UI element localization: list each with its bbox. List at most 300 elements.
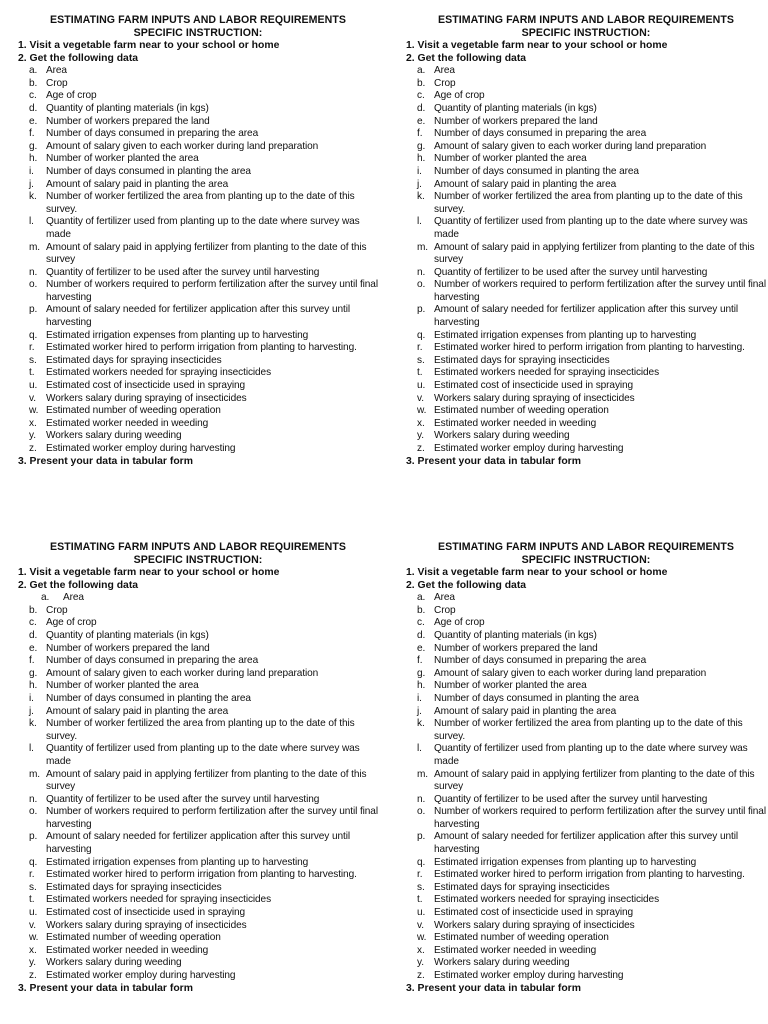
- item-marker: a.: [417, 592, 426, 604]
- data-item: [406, 643, 768, 656]
- item-text: Number of workers required to perform fertilization after the survey until final harvesting: [46, 806, 378, 830]
- item-text: Number of days consumed in planting the area: [46, 165, 251, 177]
- data-item: [18, 957, 386, 970]
- item-marker: z.: [417, 970, 425, 981]
- item-marker: k.: [29, 191, 37, 203]
- step-2: 2. Get the following data: [18, 579, 139, 591]
- data-item: [18, 342, 386, 355]
- data-item: [18, 617, 386, 630]
- item-text: Amount of salary paid in applying fertilizer from planting to the date of this survey: [434, 241, 755, 266]
- data-item: [406, 907, 768, 920]
- item-text: Workers salary during weeding: [434, 957, 570, 969]
- item-text: Estimated number of weeding operation: [434, 405, 609, 417]
- item-text: Estimated worker hired to perform irrigation from planting to harvesting.: [46, 869, 357, 881]
- item-text: Number of worker planted the area: [434, 153, 587, 165]
- item-text: Estimated cost of insecticide used in spraying: [434, 907, 634, 919]
- data-item: [18, 592, 386, 605]
- step-1: 1. Visit a vegetable farm near to your school or home: [406, 567, 668, 578]
- item-marker: v.: [29, 392, 36, 404]
- data-item: [18, 882, 386, 895]
- data-item: [406, 655, 768, 668]
- item-marker: x.: [29, 944, 37, 956]
- item-text: Amount of salary given to each worker during land preparation: [46, 140, 319, 152]
- item-text: Number of worker planted the area: [46, 680, 199, 692]
- item-text: Number of workers required to perform fertilization after the survey until final harvesting: [46, 279, 378, 303]
- sheet-title: ESTIMATING FARM INPUTS AND LABOR REQUIREMENTS: [438, 541, 734, 553]
- data-item: [406, 78, 768, 91]
- item-marker: f.: [29, 655, 35, 667]
- data-item: [18, 894, 386, 907]
- item-text: Number of worker fertilized the area from planting up to the date of this survey.: [46, 718, 355, 742]
- item-text: Estimated worker hired to perform irrigation from planting to harvesting.: [434, 869, 745, 881]
- item-marker: q.: [29, 329, 38, 341]
- data-item: [18, 655, 386, 668]
- item-text: Area: [46, 65, 67, 77]
- item-marker: m.: [29, 241, 41, 253]
- item-text: Estimated worker needed in weeding: [434, 417, 597, 429]
- item-text: Amount of salary paid in planting the area: [46, 178, 229, 190]
- item-marker: l.: [417, 216, 422, 228]
- item-text: Workers salary during spraying of insecticides: [434, 919, 635, 931]
- item-text: Crop: [46, 77, 68, 89]
- item-marker: c.: [29, 90, 37, 102]
- item-text: Amount of salary paid in planting the area: [46, 705, 229, 717]
- data-item: [406, 430, 768, 443]
- item-marker: t.: [417, 894, 423, 906]
- item-marker: y.: [417, 957, 424, 969]
- data-item: [18, 794, 386, 807]
- data-item: [406, 592, 768, 605]
- item-marker: g.: [417, 667, 426, 679]
- data-item: [406, 179, 768, 192]
- item-marker: q.: [417, 856, 426, 868]
- item-text: Estimated worker needed in weeding: [434, 944, 597, 956]
- item-text: Estimated workers needed for spraying insecticides: [46, 894, 272, 906]
- data-item: [18, 153, 386, 166]
- item-text: Quantity of fertilizer to be used after the survey until harvesting: [46, 793, 320, 805]
- item-text: Estimated worker employ during harvesting: [46, 970, 236, 981]
- data-item: [18, 743, 386, 768]
- item-marker: p.: [29, 304, 38, 316]
- item-marker: j.: [29, 705, 34, 717]
- item-marker: c.: [29, 617, 37, 629]
- data-item: [406, 605, 768, 618]
- item-marker: u.: [29, 380, 38, 392]
- item-marker: y.: [29, 957, 36, 969]
- item-marker: d.: [29, 629, 38, 641]
- item-text: Number of workers required to perform fertilization after the survey until final harvesting: [434, 806, 766, 830]
- data-item: [18, 718, 386, 743]
- data-item-list: [18, 65, 386, 455]
- item-marker: y.: [417, 430, 424, 442]
- item-marker: j.: [417, 705, 422, 717]
- item-text: Amount of salary paid in planting the area: [434, 705, 617, 717]
- item-text: Estimated cost of insecticide used in spraying: [434, 380, 634, 392]
- item-text: Workers salary during spraying of insecticides: [46, 919, 247, 931]
- item-text: Quantity of fertilizer used from planting up to the date where survey was made: [434, 216, 748, 240]
- data-item: [18, 831, 386, 856]
- item-marker: x.: [417, 417, 425, 429]
- item-text: Age of crop: [434, 90, 485, 102]
- data-item: [406, 191, 768, 216]
- item-marker: c.: [417, 90, 425, 102]
- item-text: Estimated worker hired to perform irrigation from planting to harvesting.: [434, 342, 745, 354]
- item-marker: t.: [417, 367, 423, 379]
- item-marker: b.: [417, 77, 426, 89]
- step-1: 1. Visit a vegetable farm near to your school or home: [18, 40, 280, 51]
- item-marker: s.: [29, 354, 37, 366]
- item-text: Quantity of fertilizer to be used after the survey until harvesting: [434, 266, 708, 278]
- item-text: Estimated number of weeding operation: [46, 932, 221, 944]
- data-item: [18, 945, 386, 958]
- instruction-sheet-bottom-right: [406, 541, 768, 995]
- data-item: [18, 769, 386, 794]
- item-marker: w.: [417, 932, 427, 944]
- item-text: Age of crop: [46, 617, 97, 629]
- item-text: Quantity of fertilizer used from planting up to the date where survey was made: [434, 743, 748, 767]
- item-marker: m.: [29, 768, 41, 780]
- item-marker: u.: [417, 907, 426, 919]
- item-text: Quantity of fertilizer to be used after the survey until harvesting: [434, 793, 708, 805]
- data-item: [406, 90, 768, 103]
- item-marker: s.: [29, 881, 37, 893]
- data-item: [406, 920, 768, 933]
- data-item: [406, 630, 768, 643]
- item-marker: v.: [29, 919, 36, 931]
- item-text: Number of worker fertilized the area from planting up to the date of this survey.: [434, 191, 743, 215]
- step-2: 2. Get the following data: [406, 52, 527, 64]
- sheet-subtitle: SPECIFIC INSTRUCTION:: [133, 554, 263, 566]
- data-item: [406, 706, 768, 719]
- item-text: Area: [434, 592, 455, 604]
- data-item: [18, 304, 386, 329]
- data-item: [18, 643, 386, 656]
- data-item-list: [406, 592, 768, 982]
- item-text: Area: [63, 592, 84, 604]
- data-item: [406, 857, 768, 870]
- item-text: Estimated worker employ during harvesting: [434, 443, 624, 454]
- item-text: Amount of salary needed for fertilizer application after this survey until harvesting: [46, 304, 350, 329]
- item-marker: s.: [417, 881, 425, 893]
- item-marker: i.: [29, 692, 34, 704]
- item-text: Estimated workers needed for spraying insecticides: [434, 894, 660, 906]
- item-text: Workers salary during weeding: [434, 430, 570, 442]
- item-text: Number of workers prepared the land: [434, 642, 598, 654]
- item-text: Estimated workers needed for spraying insecticides: [46, 367, 272, 379]
- item-marker: i.: [417, 165, 422, 177]
- item-marker: v.: [417, 392, 424, 404]
- item-marker: i.: [29, 165, 34, 177]
- item-marker: f.: [417, 655, 423, 667]
- item-marker: r.: [29, 869, 35, 881]
- step-3: 3. Present your data in tabular form: [18, 982, 193, 994]
- data-item: [18, 418, 386, 431]
- item-text: Age of crop: [434, 617, 485, 629]
- data-item: [18, 630, 386, 643]
- item-text: Estimated number of weeding operation: [434, 932, 609, 944]
- item-text: Quantity of fertilizer to be used after the survey until harvesting: [46, 266, 320, 278]
- item-text: Quantity of planting materials (in kgs): [46, 629, 209, 641]
- item-text: Number of workers prepared the land: [434, 115, 598, 127]
- data-item: [406, 405, 768, 418]
- item-text: Crop: [434, 77, 456, 89]
- item-marker: n.: [29, 266, 38, 278]
- item-text: Estimated irrigation expenses from planting up to harvesting: [434, 329, 697, 341]
- item-marker: e.: [29, 642, 38, 654]
- data-item: [18, 103, 386, 116]
- item-marker: w.: [29, 932, 39, 944]
- item-text: Estimated days for spraying insecticides: [46, 354, 222, 366]
- data-item: [406, 355, 768, 368]
- data-item: [18, 443, 386, 456]
- data-item: [18, 706, 386, 719]
- sheet-subtitle: SPECIFIC INSTRUCTION:: [133, 27, 263, 39]
- item-text: Amount of salary given to each worker during land preparation: [434, 140, 707, 152]
- data-item: [18, 330, 386, 343]
- data-item: [18, 166, 386, 179]
- item-text: Crop: [434, 604, 456, 616]
- sheet-title: ESTIMATING FARM INPUTS AND LABOR REQUIREMENTS: [50, 14, 346, 26]
- data-item: [18, 668, 386, 681]
- data-item: [18, 920, 386, 933]
- data-item: [18, 393, 386, 406]
- data-item: [18, 857, 386, 870]
- item-text: Estimated number of weeding operation: [46, 405, 221, 417]
- data-item: [18, 932, 386, 945]
- data-item: [406, 418, 768, 431]
- data-item: [406, 693, 768, 706]
- data-item: [406, 794, 768, 807]
- data-item: [18, 65, 386, 78]
- data-item: [406, 393, 768, 406]
- item-marker: z.: [417, 443, 425, 454]
- item-text: Amount of salary needed for fertilizer application after this survey until harvesting: [46, 831, 350, 856]
- data-item: [18, 78, 386, 91]
- item-marker: g.: [29, 667, 38, 679]
- instruction-sheet-top-right: [406, 14, 768, 468]
- item-text: Number of workers prepared the land: [46, 115, 210, 127]
- item-text: Number of worker fertilized the area from planting up to the date of this survey.: [46, 191, 355, 215]
- item-text: Amount of salary paid in applying fertilizer from planting to the date of this survey: [46, 241, 367, 266]
- data-item: [406, 267, 768, 280]
- item-marker: c.: [417, 617, 425, 629]
- item-text: Estimated worker needed in weeding: [46, 417, 209, 429]
- data-item: [406, 945, 768, 958]
- item-text: Estimated cost of insecticide used in spraying: [46, 380, 246, 392]
- item-marker: h.: [417, 153, 426, 165]
- data-item: [406, 65, 768, 78]
- sheet-title: ESTIMATING FARM INPUTS AND LABOR REQUIREMENTS: [438, 14, 734, 26]
- data-item: [406, 380, 768, 393]
- step-3: 3. Present your data in tabular form: [406, 455, 581, 467]
- instruction-sheet-bottom-left: [18, 541, 386, 995]
- data-item: [406, 367, 768, 380]
- item-text: Estimated irrigation expenses from planting up to harvesting: [46, 329, 309, 341]
- data-item: [18, 970, 386, 983]
- data-item: [18, 267, 386, 280]
- item-marker: e.: [417, 115, 426, 127]
- item-text: Amount of salary given to each worker during land preparation: [46, 667, 319, 679]
- item-text: Estimated workers needed for spraying insecticides: [434, 367, 660, 379]
- data-item: [406, 279, 768, 304]
- item-marker: x.: [29, 417, 37, 429]
- item-marker: w.: [29, 405, 39, 417]
- data-item: [406, 668, 768, 681]
- item-marker: s.: [417, 354, 425, 366]
- data-item: [406, 718, 768, 743]
- item-marker: q.: [417, 329, 426, 341]
- data-item: [406, 330, 768, 343]
- item-marker: p.: [417, 304, 426, 316]
- item-marker: a.: [417, 65, 426, 77]
- item-marker: n.: [417, 266, 426, 278]
- item-text: Quantity of planting materials (in kgs): [434, 102, 597, 114]
- item-marker: b.: [29, 604, 38, 616]
- item-text: Number of workers required to perform fertilization after the survey until final harvesting: [434, 279, 766, 303]
- item-marker: h.: [29, 680, 38, 692]
- data-item: [406, 617, 768, 630]
- item-marker: q.: [29, 856, 38, 868]
- item-text: Estimated days for spraying insecticides: [434, 354, 610, 366]
- data-item: [406, 970, 768, 983]
- data-item: [18, 242, 386, 267]
- data-item: [406, 882, 768, 895]
- step-3: 3. Present your data in tabular form: [18, 455, 193, 467]
- item-marker: a.: [41, 592, 50, 604]
- item-marker: b.: [29, 77, 38, 89]
- item-text: Workers salary during weeding: [46, 430, 182, 442]
- item-marker: e.: [417, 642, 426, 654]
- item-text: Number of days consumed in planting the area: [434, 692, 639, 704]
- item-text: Number of workers prepared the land: [46, 642, 210, 654]
- data-item: [406, 342, 768, 355]
- item-text: Amount of salary paid in applying fertilizer from planting to the date of this survey: [46, 768, 367, 793]
- data-item: [406, 128, 768, 141]
- item-marker: h.: [29, 153, 38, 165]
- item-text: Workers salary during spraying of insecticides: [434, 392, 635, 404]
- data-item: [406, 116, 768, 129]
- instruction-sheet-top-left: [18, 14, 386, 468]
- item-text: Amount of salary needed for fertilizer application after this survey until harvesting: [434, 304, 738, 329]
- data-item: [406, 103, 768, 116]
- item-text: Number of days consumed in preparing the area: [434, 655, 647, 667]
- data-item: [406, 304, 768, 329]
- item-marker: p.: [29, 831, 38, 843]
- item-marker: l.: [29, 216, 34, 228]
- data-item: [406, 932, 768, 945]
- item-marker: f.: [29, 128, 35, 140]
- item-text: Quantity of fertilizer used from planting up to the date where survey was made: [46, 216, 360, 240]
- data-item: [18, 179, 386, 192]
- item-marker: v.: [417, 919, 424, 931]
- data-item: [406, 153, 768, 166]
- item-marker: h.: [417, 680, 426, 692]
- step-1: 1. Visit a vegetable farm near to your school or home: [406, 40, 668, 51]
- item-text: Number of days consumed in preparing the area: [46, 655, 259, 667]
- item-text: Number of worker fertilized the area from planting up to the date of this survey.: [434, 718, 743, 742]
- data-item: [18, 380, 386, 393]
- item-marker: g.: [29, 140, 38, 152]
- data-item: [406, 242, 768, 267]
- item-marker: d.: [417, 102, 426, 114]
- data-item: [18, 279, 386, 304]
- item-text: Number of worker planted the area: [434, 680, 587, 692]
- item-marker: l.: [29, 743, 34, 755]
- item-marker: t.: [29, 367, 35, 379]
- item-text: Amount of salary paid in planting the area: [434, 178, 617, 190]
- item-marker: k.: [29, 718, 37, 730]
- item-marker: x.: [417, 944, 425, 956]
- item-marker: z.: [29, 443, 37, 454]
- data-item: [18, 680, 386, 693]
- item-marker: l.: [417, 743, 422, 755]
- item-text: Amount of salary paid in applying fertilizer from planting to the date of this survey: [434, 768, 755, 793]
- item-text: Amount of salary needed for fertilizer application after this survey until harvesting: [434, 831, 738, 856]
- item-marker: o.: [417, 806, 426, 818]
- data-item: [18, 405, 386, 418]
- sheet-title: ESTIMATING FARM INPUTS AND LABOR REQUIREMENTS: [50, 541, 346, 553]
- data-item: [18, 128, 386, 141]
- data-item: [18, 367, 386, 380]
- item-marker: u.: [417, 380, 426, 392]
- data-item: [406, 680, 768, 693]
- item-marker: n.: [417, 793, 426, 805]
- item-marker: f.: [417, 128, 423, 140]
- item-marker: b.: [417, 604, 426, 616]
- item-marker: j.: [417, 178, 422, 190]
- item-marker: o.: [29, 279, 38, 291]
- item-marker: r.: [29, 342, 35, 354]
- data-item: [18, 216, 386, 241]
- data-item: [18, 90, 386, 103]
- step-2: 2. Get the following data: [18, 52, 139, 64]
- step-1: 1. Visit a vegetable farm near to your school or home: [18, 567, 280, 578]
- step-3: 3. Present your data in tabular form: [406, 982, 581, 994]
- data-item: [18, 605, 386, 618]
- step-2: 2. Get the following data: [406, 579, 527, 591]
- item-marker: t.: [29, 894, 35, 906]
- data-item: [406, 831, 768, 856]
- item-marker: r.: [417, 342, 423, 354]
- item-text: Number of days consumed in planting the area: [434, 165, 639, 177]
- item-text: Number of days consumed in preparing the area: [46, 128, 259, 140]
- data-item: [18, 355, 386, 368]
- data-item: [406, 806, 768, 831]
- data-item: [18, 869, 386, 882]
- item-text: Estimated worker needed in weeding: [46, 944, 209, 956]
- item-text: Workers salary during weeding: [46, 957, 182, 969]
- item-marker: w.: [417, 405, 427, 417]
- item-marker: d.: [29, 102, 38, 114]
- item-marker: u.: [29, 907, 38, 919]
- item-text: Quantity of planting materials (in kgs): [46, 102, 209, 114]
- item-text: Quantity of fertilizer used from planting up to the date where survey was made: [46, 743, 360, 767]
- item-marker: k.: [417, 718, 425, 730]
- data-item: [406, 141, 768, 154]
- data-item: [406, 894, 768, 907]
- item-marker: d.: [417, 629, 426, 641]
- sheet-subtitle: SPECIFIC INSTRUCTION:: [521, 27, 651, 39]
- data-item: [406, 869, 768, 882]
- item-marker: m.: [417, 241, 429, 253]
- item-marker: r.: [417, 869, 423, 881]
- data-item: [18, 430, 386, 443]
- item-marker: a.: [29, 65, 38, 77]
- data-item: [18, 806, 386, 831]
- data-item: [406, 743, 768, 768]
- data-item: [406, 166, 768, 179]
- item-marker: m.: [417, 768, 429, 780]
